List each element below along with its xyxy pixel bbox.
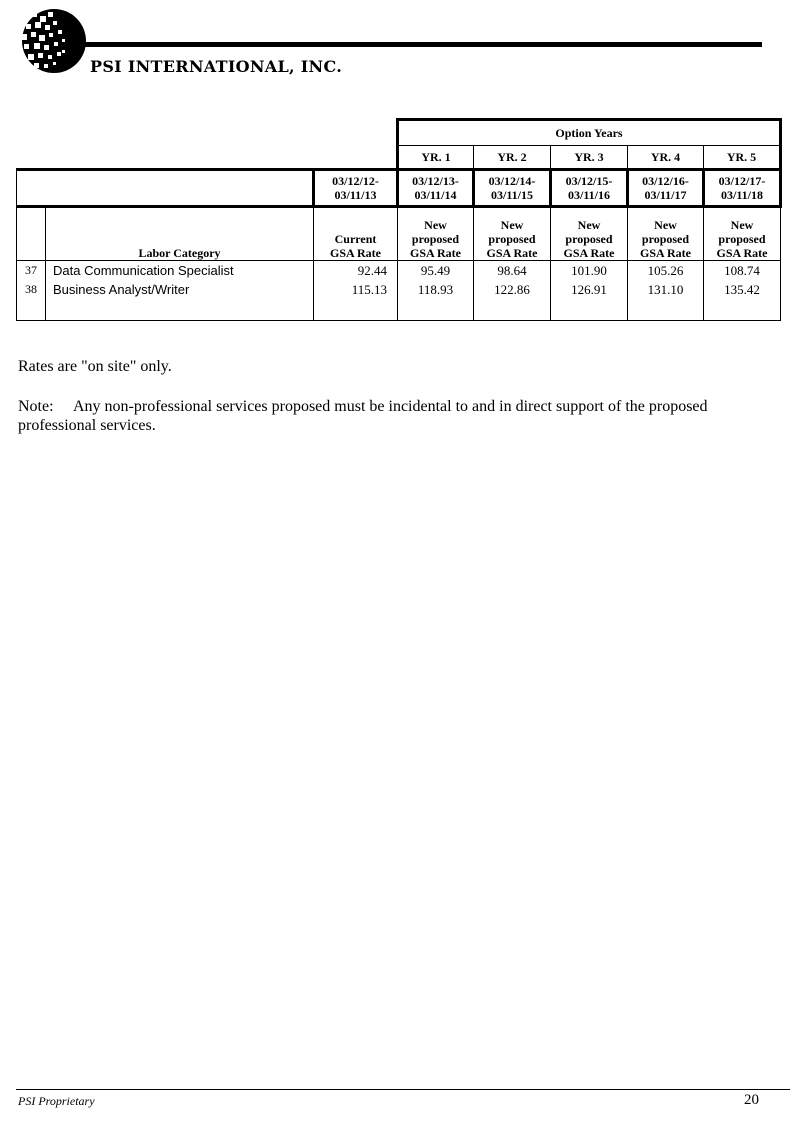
new-rate-header: New proposed GSA Rate xyxy=(628,207,704,261)
footer-proprietary: PSI Proprietary xyxy=(18,1094,95,1108)
rate-table xyxy=(16,118,782,321)
current-rate: 92.44 xyxy=(314,261,398,281)
date-range: 03/12/15- 03/11/16 xyxy=(551,170,628,207)
current-rate-header: Current GSA Rate xyxy=(314,207,398,261)
rate-cell: 122.86 xyxy=(474,280,551,299)
current-rate: 115.13 xyxy=(314,280,398,299)
company-name: PSI INTERNATIONAL, INC. xyxy=(90,57,343,76)
page-number: 20 xyxy=(744,1092,759,1108)
index-header-cell xyxy=(17,207,46,261)
row-number: 38 xyxy=(17,280,46,299)
table-row xyxy=(17,280,781,299)
rate-cell: 95.49 xyxy=(398,261,474,281)
psi-logo-icon xyxy=(18,8,88,74)
blank-date-cell xyxy=(17,170,314,207)
header-rule xyxy=(80,42,762,47)
option-years-row xyxy=(17,120,781,146)
date-range: 03/12/16- 03/11/17 xyxy=(628,170,704,207)
labor-category: Business Analyst/Writer xyxy=(46,280,314,299)
rate-cell: 108.74 xyxy=(704,261,781,281)
note-text: Any non-professional services proposed must be incidental to and in direct support of the proposed professional services. xyxy=(18,398,708,434)
row-number: 37 xyxy=(17,261,46,281)
year-header: YR. 4 xyxy=(628,146,704,170)
rate-cell: 118.93 xyxy=(398,280,474,299)
date-range: 03/12/14- 03/11/15 xyxy=(474,170,551,207)
option-years-header: Option Years xyxy=(398,120,781,146)
year-row xyxy=(17,146,781,170)
rate-cell: 135.42 xyxy=(704,280,781,299)
date-range: 03/12/17- 03/11/18 xyxy=(704,170,781,207)
table-spacer-row xyxy=(17,299,781,321)
professional-services-note xyxy=(18,397,758,435)
year-header: YR. 3 xyxy=(551,146,628,170)
year-header: YR. 5 xyxy=(704,146,781,170)
rate-cell: 105.26 xyxy=(628,261,704,281)
note-label: Note: xyxy=(18,398,54,415)
column-label-row xyxy=(17,207,781,261)
onsite-note: Rates are "on site" only. xyxy=(18,358,172,375)
new-rate-header: New proposed GSA Rate xyxy=(398,207,474,261)
labor-category: Data Communication Specialist xyxy=(46,261,314,281)
new-rate-header: New proposed GSA Rate xyxy=(474,207,551,261)
year-header: YR. 1 xyxy=(398,146,474,170)
rate-cell: 131.10 xyxy=(628,280,704,299)
rate-cell: 98.64 xyxy=(474,261,551,281)
rate-cell: 126.91 xyxy=(551,280,628,299)
new-rate-header: New proposed GSA Rate xyxy=(551,207,628,261)
date-range: 03/12/12- 03/11/13 xyxy=(314,170,398,207)
new-rate-header: New proposed GSA Rate xyxy=(704,207,781,261)
labor-category-header: Labor Category xyxy=(46,207,314,261)
date-row xyxy=(17,170,781,207)
date-range: 03/12/13- 03/11/14 xyxy=(398,170,474,207)
table-row xyxy=(17,261,781,281)
rate-cell: 101.90 xyxy=(551,261,628,281)
footer-rule xyxy=(16,1089,790,1090)
year-header: YR. 2 xyxy=(474,146,551,170)
